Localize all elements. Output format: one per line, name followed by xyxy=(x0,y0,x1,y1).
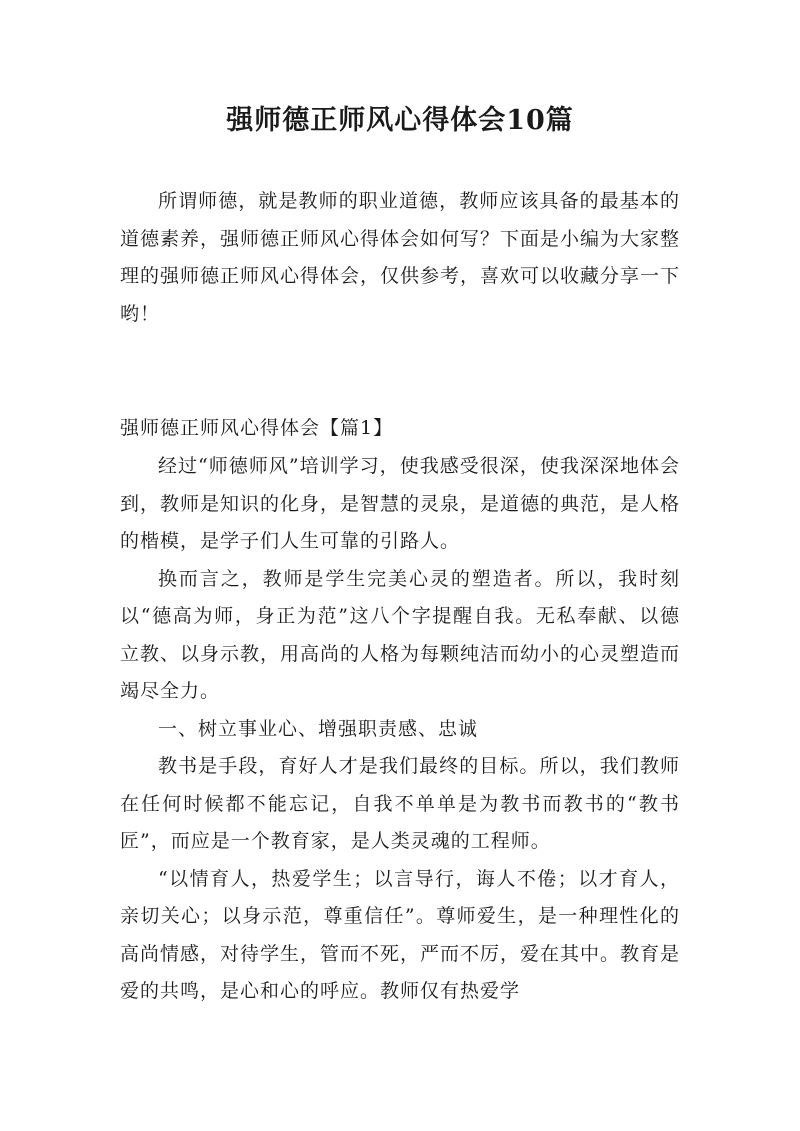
subheading: 一、树立事业心、增强职责感、忠诚 xyxy=(158,717,479,740)
document-title: 强师德正师风心得体会10篇 xyxy=(226,105,574,136)
body-paragraph: 教书是手段，育好人才是我们最终的目标。所以，我们教师在任何时候都不能忘记，自我不单单是为教书而教书的“教书匠”，而应是一个教育家，是人类灵魂的工程师。 xyxy=(120,755,680,852)
body-paragraph: “以情育人，热爱学生；以言导行，诲人不倦；以才育人，亲切关心；以身示范，尊重信任”。尊师爱生，是一种理性化的高尚情感，对待学生，管而不死，严而不厉，爱在其中。教育是爱的共鸣，是心和心的呼应。教师仅有热爱学 xyxy=(120,867,681,1002)
section-heading: 强师德正师风心得体会【篇1】 xyxy=(120,417,394,439)
intro-paragraph: 所谓师德，就是教师的职业道德，教师应该具备的最基本的道德素养，强师德正师风心得体会如何写？下面是小编为大家整理的强师德正师风心得体会，仅供参考，喜欢可以收藏分享一下哟！ xyxy=(120,190,681,325)
body-paragraph: 换而言之，教师是学生完美心灵的塑造者。所以，我时刻以“德高为师，身正为范”这八个字提醒自我。无私奉献、以德立教、以身示教，用高尚的人格为每颗纯洁而幼小的心灵塑造而竭尽全力。 xyxy=(120,567,681,702)
section-body xyxy=(120,448,680,1011)
body-paragraph: 经过“师德师风”培训学习，使我感受很深，使我深深地体会到，教师是知识的化身，是智慧的灵泉，是道德的典范，是人格的楷模，是学子们人生可靠的引路人。 xyxy=(120,455,681,552)
